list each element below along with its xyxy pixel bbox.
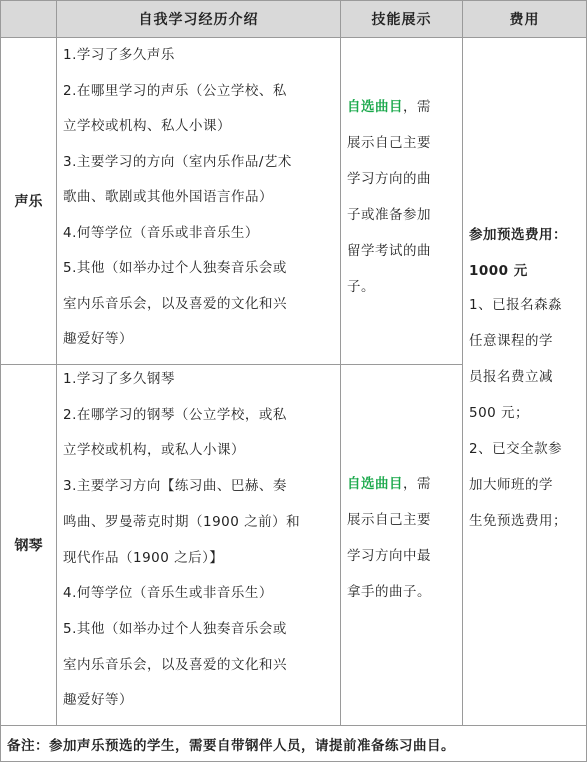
header-fee (462, 0, 587, 38)
fee-line: 参加预选费用： (469, 227, 567, 243)
skill-line: ，需 (403, 99, 431, 115)
skill-line: 展示自己主要 (347, 512, 431, 528)
header-skills-label: 技能展示 (371, 12, 432, 28)
skill-line: 留学考试的曲 (347, 243, 431, 259)
vocal-intro-cell (56, 37, 341, 365)
skill-line: 拿手的曲子。 (347, 584, 431, 600)
skill-line: ，需 (403, 476, 431, 492)
text-line: 4.何等学位（音乐生或非音乐生） (63, 585, 273, 602)
skill-first-line (347, 95, 431, 115)
skill-line: 子或准备参加 (347, 207, 431, 223)
text-line: 3.主要学习方向【练习曲、巴赫、奏 (63, 478, 287, 495)
skill-highlight: 自选曲目 (347, 476, 403, 492)
header-empty-cell (0, 0, 57, 38)
text-line: 立学校或机构、私人小课） (63, 118, 231, 134)
text-line: 歌曲、歌剧或其他外国语言作品） (63, 189, 273, 205)
fee-line: 1000 元 (469, 263, 528, 279)
skill-line: 子。 (347, 279, 375, 295)
header-skills (340, 0, 463, 38)
text-line: 5.其他（如举办过个人独奏音乐会或 (63, 260, 287, 276)
fee-cell (462, 37, 587, 726)
text-line: 室内乐音乐会，以及喜爱的文化和兴 (63, 656, 287, 673)
piano-label: 钢琴 (14, 538, 43, 554)
note-text: 备注：参加声乐预选的学生，需要自带钢伴人员，请提前准备练习曲目。 (7, 738, 455, 754)
text-line: 2.在哪里学习的声乐（公立学校、私 (63, 82, 287, 99)
header-fee-label: 费用 (509, 12, 540, 28)
fee-line: 1、已报名森淼 (469, 297, 563, 313)
piano-skill-cell (340, 364, 463, 726)
header-intro (56, 0, 341, 38)
text-line: 1.学习了多久声乐 (63, 47, 175, 63)
skill-line: 学习方向中最 (347, 548, 431, 564)
piano-label-cell (0, 364, 57, 726)
text-line: 2.在哪学习的钢琴（公立学校，或私 (63, 406, 287, 423)
text-line: 3.主要学习的方向（室内乐作品/艺术 (63, 153, 292, 170)
header-intro-label: 自我学习经历介绍 (138, 12, 259, 28)
piano-intro-cell (56, 364, 341, 726)
skill-line: 展示自己主要 (347, 135, 431, 151)
text-line: 1.学习了多久钢琴 (63, 371, 175, 387)
note-cell (0, 725, 587, 762)
skill-first-line (347, 472, 431, 492)
text-line: 室内乐音乐会，以及喜爱的文化和兴 (63, 295, 287, 312)
text-line: 5.其他（如举办过个人独奏音乐会或 (63, 620, 287, 637)
text-line: 4.何等学位（音乐或非音乐生） (63, 224, 259, 241)
fee-line: 生免预选费用； (469, 513, 567, 529)
vocal-skill-cell (340, 37, 463, 365)
fee-line: 加大师班的学 (469, 477, 553, 493)
vocal-label-cell (0, 37, 57, 365)
text-line: 现代作品（1900 之后）】 (63, 549, 224, 566)
text-line: 立学校或机构，或私人小课） (63, 442, 245, 459)
vocal-label: 声乐 (14, 194, 43, 210)
fee-line: 员报名费立减 (469, 369, 553, 385)
fee-line: 500 元； (469, 405, 530, 421)
text-line: 趣爱好等） (63, 692, 133, 709)
skill-highlight: 自选曲目 (347, 99, 403, 115)
skill-line: 学习方向的曲 (347, 171, 431, 187)
text-line: 趣爱好等） (63, 331, 133, 347)
fee-line: 2、已交全款参 (469, 441, 563, 457)
fee-line: 任意课程的学 (469, 333, 553, 349)
text-line: 鸣曲、罗曼蒂克时期（1900 之前）和 (63, 513, 301, 530)
